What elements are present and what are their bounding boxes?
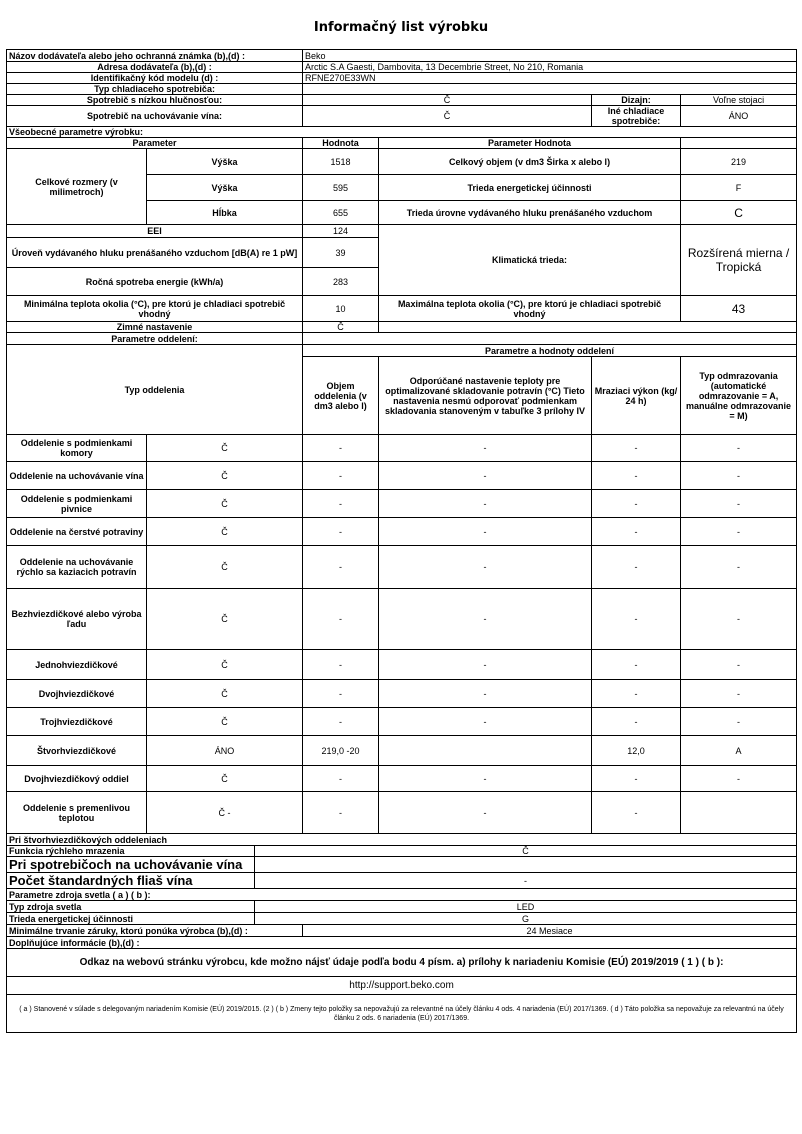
four-star-header-row — [7, 834, 797, 846]
light-header-row — [7, 889, 797, 901]
low-noise-label: Spotrebič s nízkou hlučnosťou: — [7, 95, 303, 106]
noise-class-label: Trieda úrovne vydávaného hluku prenášaného vzduchom — [379, 201, 681, 225]
table-row: Oddelenie s premenlivou teplotou Č - - - - — [7, 792, 797, 834]
energy-class-value: F — [681, 175, 797, 201]
col-compartment-temp: Odporúčané nastavenie teploty pre optimalizované skladovanie potravín (°C) Tieto nastavenia nesmú odporovať podmienkam skladovania stanoveným v tabuľke 3 prílohy IV — [379, 357, 592, 435]
other-appliance-value: ÁNO — [681, 106, 797, 127]
general-header-row — [7, 127, 797, 138]
appliance-type-label: Typ chladiaceho spotrebiča: — [7, 84, 303, 95]
supplier-name-label: Názov dodávateľa alebo jeho ochranná známka (b),(d) : — [7, 50, 303, 62]
noise-value: 39 — [303, 238, 379, 268]
table-row: Oddelenie na uchovávanie rýchlo sa kaziacich potravín Č - - - - — [7, 546, 797, 589]
min-temp-label: Minimálna teplota okolia (°C), pre ktorú je chladiaci spotrebič vhodný — [7, 296, 303, 322]
compartments-values-header-row — [7, 345, 797, 357]
max-temp-value: 43 — [681, 296, 797, 322]
table-row: Štvorhviezdičkové ÁNO 219,0 -20 12,0 A — [7, 736, 797, 766]
page-title: Informačný list výrobku — [313, 20, 489, 35]
fast-freeze-row — [7, 846, 797, 857]
compartments-header-row — [7, 333, 797, 345]
wine-bottles-value: - — [255, 873, 797, 889]
energy-class-label: Trieda energetickej účinnosti — [379, 175, 681, 201]
wine-appliance-value: Č — [303, 106, 592, 127]
col-compartment-volume: Objem oddelenia (v dm3 alebo l) — [303, 357, 379, 435]
light-header: Parametre zdroja svetla ( a ) ( b ): — [7, 889, 797, 901]
table-row: Jednohviezdičkové Č - - - - — [7, 650, 797, 680]
table-row: Oddelenie na uchovávanie vína Č - - - - — [7, 462, 797, 490]
depth-value: 655 — [303, 201, 379, 225]
design-value: Voľne stojaci — [681, 95, 797, 106]
noise-class-value: C — [681, 201, 797, 225]
table-row: Bezhviezdičkové alebo výroba ľadu Č - - - - — [7, 589, 797, 650]
width-value: 595 — [303, 175, 379, 201]
light-type-value: LED — [255, 901, 797, 913]
min-temp-value: 10 — [303, 296, 379, 322]
climate-label: Klimatická trieda: — [379, 225, 681, 296]
col-parameter-value: Parameter Hodnota — [379, 138, 681, 149]
depth-label: Hĺbka — [147, 201, 303, 225]
col-value: Hodnota — [303, 138, 379, 149]
consumption-value: 283 — [303, 268, 379, 296]
table-row: Oddelenie s podmienkami komory Č - - - - — [7, 435, 797, 462]
light-class-row — [7, 913, 797, 925]
support-url-link[interactable]: http://support.beko.com — [7, 977, 797, 995]
supplier-address-value: Arctic S.A Gaesti, Dambovita, 13 Decembrie Street, No 210, Romania — [303, 62, 797, 73]
model-value: RFNE270E33WN — [303, 73, 797, 84]
warranty-label: Minimálne trvanie záruky, ktorú ponúka výrobca (b),(d) : — [7, 925, 303, 937]
wine-appliance-row — [7, 106, 797, 127]
wine-header: Pri spotrebičoch na uchovávanie vína — [7, 857, 255, 873]
climate-value: Rozšírená mierna / Tropická — [681, 225, 797, 296]
wine-appliance-label: Spotrebič na uchovávanie vína: — [7, 106, 303, 127]
winter-label: Zimné nastavenie — [7, 322, 303, 333]
winter-value: Č — [303, 322, 379, 333]
col-parameter: Parameter — [7, 138, 303, 149]
light-type-label: Typ zdroja svetla — [7, 901, 255, 913]
table-row: Oddelenie na čerstvé potraviny Č - - - - — [7, 518, 797, 546]
design-label: Dizajn: — [592, 95, 681, 106]
col-freezing-capacity: Mraziaci výkon (kg/ 24 h) — [592, 357, 681, 435]
table-row: Oddelenie s podmienkami pivnice Č - - - - — [7, 490, 797, 518]
low-noise-row — [7, 95, 797, 106]
model-label: Identifikačný kód modelu (d) : — [7, 73, 303, 84]
col-defrost-type: Typ odmrazovania (automatické odmrazovanie = A, manuálne odmrazovanie = M) — [681, 357, 797, 435]
website-row — [7, 949, 797, 977]
col-compartment-type: Typ oddelenia — [7, 345, 303, 435]
supplier-address-row — [7, 62, 797, 73]
dimensions-label: Celkové rozmery (v milimetroch) — [7, 149, 147, 225]
compartments-values-header: Parametre a hodnoty oddelení — [303, 345, 797, 357]
fast-freeze-value: Č — [255, 846, 797, 857]
light-type-row — [7, 901, 797, 913]
other-appliance-label: Iné chladiace spotrebiče: — [592, 106, 681, 127]
general-header: Všeobecné parametre výrobku: — [7, 127, 797, 138]
additional-info-row — [7, 937, 797, 949]
eei-row — [7, 225, 797, 238]
ambient-temp-row — [7, 296, 797, 322]
height-label: Výška — [147, 149, 303, 175]
product-info-sheet — [6, 49, 796, 1033]
eei-label: EEI — [7, 225, 303, 238]
winter-row — [7, 322, 797, 333]
compartments-header: Parametre oddelení: — [7, 333, 303, 345]
table-row: Dvojhviezdičkový oddiel Č - - - - — [7, 766, 797, 792]
footnote-row — [7, 995, 797, 1033]
supplier-name-value: Beko — [303, 50, 797, 62]
supplier-name-row — [7, 50, 797, 62]
volume-label: Celkový objem (v dm3 Širka x alebo l) — [379, 149, 681, 175]
wine-bottles-row — [7, 873, 797, 889]
max-temp-label: Maximálna teplota okolia (°C), pre ktorú je chladiaci spotrebič vhodný — [379, 296, 681, 322]
four-star-header: Pri štvorhviezdičkových oddeleniach — [7, 834, 797, 846]
general-columns-row — [7, 138, 797, 149]
warranty-value: 24 Mesiace — [303, 925, 797, 937]
warranty-row — [7, 925, 797, 937]
width-label: Výška — [147, 175, 303, 201]
light-class-value: G — [255, 913, 797, 925]
light-class-label: Trieda energetickej účinnosti — [7, 913, 255, 925]
url-row — [7, 977, 797, 995]
height-value: 1518 — [303, 149, 379, 175]
model-row — [7, 73, 797, 84]
height-row — [7, 149, 797, 175]
footnote-text: ( a ) Stanovené v súlade s delegovaným nariadením Komisie (EÚ) 2019/2015. (2 ) ( b ) Zmeny tejto položky sa nepovažujú za relevantné na účely článku 4 ods. 4 nariadenia (EÚ) 2017/1369. ( d ) Táto položka sa nepovažuje za relevantnú na účely článku 2 ods. 6 nariadenia (EÚ) 2017/1369. — [7, 995, 797, 1033]
website-reference-text: Odkaz na webovú stránku výrobcu, kde možno nájsť údaje podľa bodu 4 písm. a) prílohy k nariadeniu Komisie (EÚ) 2019/2019 ( 1 ) ( b ): — [7, 949, 797, 977]
low-noise-value: Č — [303, 95, 592, 106]
consumption-label: Ročná spotreba energie (kWh/a) — [7, 268, 303, 296]
fast-freeze-label: Funkcia rýchleho mrazenia — [7, 846, 255, 857]
appliance-type-row — [7, 84, 797, 95]
volume-value: 219 — [681, 149, 797, 175]
wine-bottles-label: Počet štandardných fliaš vína — [7, 873, 255, 889]
table-row: Trojhviezdičkové Č - - - - — [7, 708, 797, 736]
additional-info-label: Doplňujúce informácie (b),(d) : — [7, 937, 797, 949]
noise-label: Úroveň vydávaného hluku prenášaného vzduchom [dB(A) re 1 pW] — [7, 238, 303, 268]
eei-value: 124 — [303, 225, 379, 238]
info-table — [6, 49, 797, 1033]
wine-header-row — [7, 857, 797, 873]
table-row: Dvojhviezdičkové Č - - - - — [7, 680, 797, 708]
supplier-address-label: Adresa dodávateľa (b),(d) : — [7, 62, 303, 73]
